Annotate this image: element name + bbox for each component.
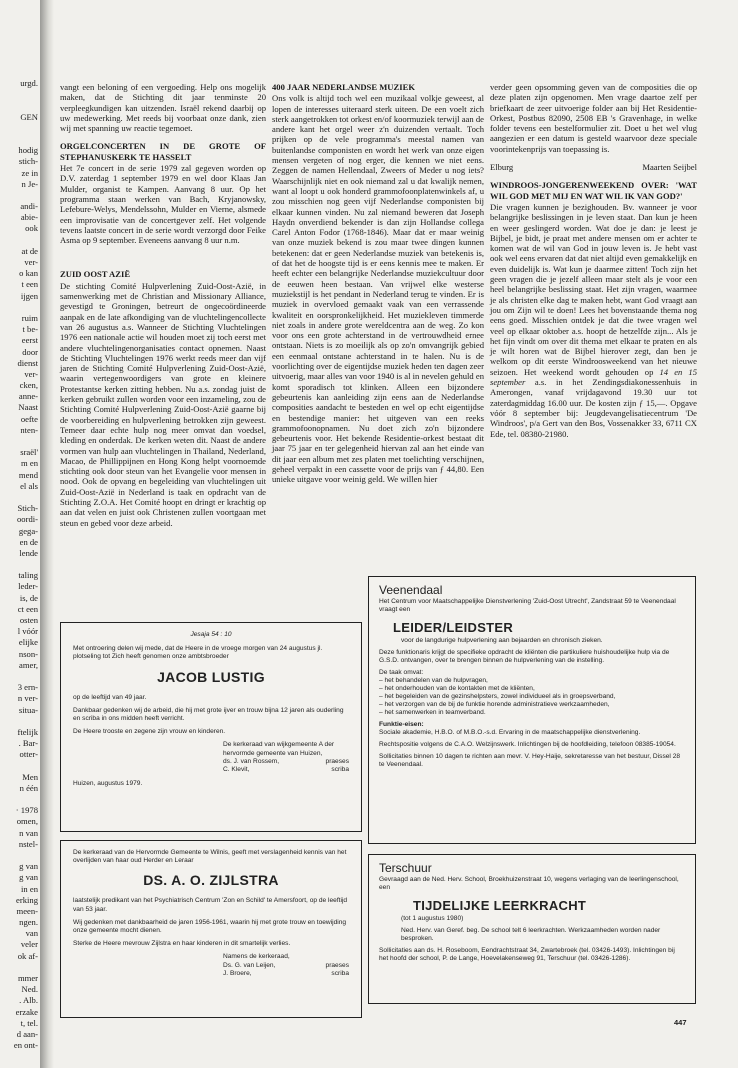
previous-page-line (0, 302, 38, 313)
previous-page-line: Stich- (17, 503, 38, 514)
ad-text: Deze funktionaris krijgt de specifieke opdracht de kliënten die partikuliere huishoudelijke hulp via de G.S.D. ontvangen, over te brengen binnen de hulpverlening van de instelling. (379, 649, 670, 664)
ad-subtitle: voor de langdurige hulpverlening aan bejaarden en chronisch zieken. (401, 637, 603, 644)
signatory-row (223, 758, 349, 766)
previous-page-line: erking (16, 894, 38, 905)
previous-page-line: ver- (24, 368, 38, 379)
previous-page-line: door (22, 346, 38, 357)
previous-page-line: veler (20, 939, 38, 950)
previous-page-line: n ver- (17, 693, 38, 704)
article-heading-orgelconcerten: ORGELCONCERTEN IN DE GROTE OF STEPHANUSKERK TE HASSELT (60, 141, 266, 162)
previous-page-line: nten- (20, 424, 38, 435)
previous-page-line: anne- (18, 391, 38, 402)
previous-page-line: in en (21, 883, 38, 894)
previous-page-line: meen- (16, 905, 38, 916)
signatory-role: praeses (325, 961, 349, 969)
signatory-body: Namens de kerkeraad, (223, 953, 290, 961)
notice-text: laatstelijk predikant van het Psychiatrisch Centrum 'Zon en Schild' te Amersfoort, op de leeftijd van 53 jaar. (73, 897, 348, 913)
notice-signatories (223, 953, 349, 978)
previous-page-line (0, 436, 38, 447)
article-continuation: verder geen opsomming geven van de composities die op deze platen zijn opgenomen. Men vrage daartoe zelf per briefkaart de zeer uitvoerige folder aan bij Het Residentie-Orkest, Postbus 82090, 2508 EB 's Gravenhage, in welke folder tevens een bestelformulier zit. Doet u het wel vlug aangezien er een datum is gesteld waarvoor deze speciale voorintekenprijs van toepassing is. (490, 82, 697, 154)
previous-page-line: gega- (18, 525, 38, 536)
previous-page-line (0, 671, 38, 682)
signatory-row (223, 970, 349, 978)
previous-page-line (0, 190, 38, 201)
previous-page-line: en de (19, 536, 38, 547)
ad-task-list (379, 677, 685, 717)
notice-signatories (223, 741, 349, 774)
previous-page-line: elijke (18, 637, 38, 648)
ad-apply: Sollicitaties aan ds. H. Roseboom, Eendrachtstraat 34, Zwartebroek (tel. 03426-1493). Inlichtingen bij het hoofd der school, P. de Lange, Hoevelakenseweg 91, Terschuur (tel. 03426-1286). (379, 947, 675, 962)
previous-page-line: Ned. (21, 984, 38, 995)
page-number: 447 (674, 1018, 687, 1027)
notice-text: Wij gedenken met dankbaarheid de jaren 1956-1961, waarin hij met grote trouw en toewijding onze gemeente mocht dienen. (73, 918, 347, 935)
previous-page-line: hodig (18, 145, 38, 156)
previous-page-line: ook (25, 223, 38, 234)
previous-page-line (0, 123, 38, 134)
article-body-nederlandse-muziek: Ons volk is altijd toch wel een muzikaal volkje geweest, al lopen de interesses uiteraard sterk uiteen. De een voelt zich sterk aangetrokken tot orkest en/of koormuziek terwijl aan de andere kant het orgel weer z'n duizenden vertaalt. Toch prijken op de vele programma's meestal namen van buitenlandse componisten en wordt het werk van onze eigen mensen vergeten of nog erger, die kennen we niet eens. Zeggen de namen Hellendaal, Zweers of Meder u nog iets? Waarschijnlijk niet en ook niemand zal u dat kwalijk nemen, want al loopt u ook honderd grammofoonplatenwinkels af, u zou misschien nog geen vijf Nederlandse componisten bij elkaar kunnen vinden. Nu zal niemand beweren dat Joseph Haydn onverdiend bekender is dan zijn Hollandse collega Carel Anton Fodor (1768-1846). Maar dat er maar weinig van onze muziek bekend is zou maar twee dingen kunnen betekenen: dat er geen Nederlandse muziek van betekenis is, of dat het de hoogste tijd is er eens kennis mee te maken. Er heeft echter een belangrijke Nederlandse muziekcultuur door de eeuwen heen bestaan. Van vrijwel elke westerse muziekstijl is het pendant in Nederland terug te vinden. Er is muziek in overvloed gemaakt vaak van een verrassende kwaliteit en oorspronkelijkheid. Het muziekleven timmerde niet zoals in andere grote wereldcentra aan de weg. Zo kon voor ons een grote achterstand in de vertrouwdheid ernee ontstaan. Niets is zo moeilijk als op zo'n omvangrijk gebied een eenmaal ontstane achterstand in te halen. Nu is de voorlichting over de eigentijdse muziek heden ten dagen zeer uitvoerig, maar alles van voor 1940 is al in nevelen gehuld en komt sporadisch tot klinken. Alleen een bijzondere gebeurtenis kan aanleiding zijn eens aan de Nederlandse composities aandacht te besteden en wel op echt eigentijdse en bestendige manier: het uitgeven van een reeks grammofoonopnamen. Nu doet zich zo'n bijzondere gebeurtenis voor. Het bekende Residentie-orkest bestaat dit jaar 75 jaar en ter gelegenheid hiervan zal aan het einde van dit jaar een album met zes platen met toelichting verschijnen, geheel verpakt in een cassette voor de prijs van ƒ 44,80. Een unieke uitgave voor weinig geld. We willen hier (272, 93, 484, 485)
previous-page-line: nson- (18, 648, 38, 659)
previous-page-line: eerst (21, 335, 38, 346)
previous-page-line: stich- (18, 156, 38, 167)
ad-task: – het begeleiden van de gezinshelpsters, zowel individueel als in groepsverband, (379, 693, 616, 700)
previous-page-line (0, 794, 38, 805)
previous-page-line: omen, (16, 816, 38, 827)
deceased-name: DS. A. O. ZIJLSTRA (143, 872, 279, 889)
previous-page-line: g van (19, 861, 38, 872)
previous-page-line: at de (21, 245, 38, 256)
binding-gutter (40, 0, 54, 1068)
previous-page-line: . Alb. (19, 995, 38, 1006)
previous-page-line (0, 850, 38, 861)
previous-page-line: mmer (17, 973, 38, 983)
signatory-role: scriba (331, 766, 349, 774)
previous-page-line: urgd. (20, 78, 38, 88)
previous-page-line: n van (19, 827, 38, 838)
previous-page-line: ijgen (20, 290, 38, 301)
previous-page-column (0, 78, 38, 1051)
article-body-windroos (490, 202, 697, 439)
previous-page-line: ct een (17, 603, 38, 614)
column-3 (490, 82, 697, 439)
ad-text: Ned. Herv. van Geref. beg. De school telt 6 leerkrachten. Werkzaamheden worden nader besproken. (401, 927, 661, 942)
previous-page-line: o kan (19, 268, 38, 279)
ad-requirements-label: Funktie-eisen: (379, 721, 424, 728)
signatory-row (223, 766, 349, 774)
previous-page-line: erzake (15, 1006, 38, 1017)
previous-page-line: ver- (24, 257, 38, 267)
job-ad-veenendaal (368, 576, 696, 844)
previous-page-line: oefte (20, 413, 38, 424)
previous-page-line (0, 235, 38, 246)
ad-task: – het behandelen van de hulpvragen, (379, 677, 488, 684)
previous-page-line (0, 492, 38, 503)
article-heading-zuid-oost-azie: ZUID OOST AZIË (60, 269, 131, 280)
ad-legal-position: Rechtspositie volgens de C.A.O. Welzijnswerk. Inlichtingen bij de hoofdleiding, telefoon 08385-19054. (379, 741, 676, 748)
windroos-dates: 14 en 15 september (490, 366, 697, 388)
previous-page-line (0, 559, 38, 570)
notice-text: De Heere trooste en zegene zijn vrouw en kinderen. (73, 728, 226, 736)
previous-page-line: ruim (21, 312, 38, 323)
previous-page-line: GEN (20, 111, 38, 122)
previous-page-line (0, 760, 38, 771)
previous-page-line: m en (21, 458, 38, 469)
article-body-zuid-oost-azie: De stichting Comité Hulpverlening Zuid-Oost-Azië, in samenwerking met de Christian and Missionary Alliance, gevestigd te Groningen, betreurt de ongecoördineerde aanpak en de late afkondiging van de vluchtelingencollecte van 26 augustus a.s. Wanneer de Stichting Vluchtelingen 1976 een nationale actie wil houden moet zij toch eerst met andere vluchtelingenorganisaties contact opnemen. Naast de Stichting Vluchtelingen 1976 werkt reeds meer dan vijf jaren de Stichting Comité Hulpverlening Zuid-Oost-Azië, waarin vertegenwoordigers van grote en kleinere Protestantse kerken zitting hebben. Nu a.s. zondag juist de kerken gebruikt zullen worden voor een inzameling, zou de Stichting Comité Hulpverlening Zuid-Oost-Azië gaarne bij de voorbereiding en hulpverlening betrokken zijn geweest. Temeer daar echte hulp nog meer omvat dan voedsel, kleding en onderdak. De kerken weten dit. Naast de andere vormen van hulp aan vluchtelingen in Thailand, Nederland, Macao, de Phillippijnen en Hong Kong helpt voornoemde stichting ook door steun van het Evangelie voor mensen in nood. Ook de opvang en begeleiding van vluchtelingen uit Zuid-Oost-Azië in Nederland is taak en opdracht van de Stichting Z.O.A. Het Comité hoopt en dringt er krachtig op aan dat velen en juist ook Christenen zullen voortgaan met steun en gebed voor deze arbeid. (60, 280, 266, 528)
notice-text: De kerkeraad van de Hervormde Gemeente te Wilnis, geeft met verslagenheid kennis van het overlijden van haar oud Herder en Leraar (73, 849, 347, 865)
previous-page-line: nstel- (18, 838, 38, 849)
deceased-name: JACOB LUSTIG (157, 668, 265, 685)
ad-subtitle: (tot 1 augustus 1980) (401, 915, 464, 922)
previous-page-line: cken, (19, 380, 38, 391)
notice-scripture-ref: Jesaja 54 : 10 (190, 631, 232, 638)
signatory-body: De kerkeraad van wijkgemeente A der hervormde gemeente van Huizen, (223, 741, 335, 757)
previous-page-line: ngen. (19, 917, 38, 928)
signature-name: Maarten Seijbel (642, 162, 697, 173)
previous-page-line: n Je- (21, 178, 38, 189)
ad-job-title: LEIDER/LEIDSTER (393, 620, 514, 635)
previous-page-line: is, de (19, 592, 38, 603)
signature-place: Elburg (490, 162, 514, 173)
previous-page-line: sraël' (20, 447, 38, 458)
previous-page-line: situa- (18, 704, 38, 715)
previous-page-line: Naast (18, 402, 38, 413)
notice-text: op de leeftijd van 49 jaar. (73, 693, 147, 701)
previous-page-line: oordi- (16, 514, 38, 525)
previous-page-line: 3 ern- (17, 682, 38, 693)
ad-job-title: TIJDELIJKE LEERKRACHT (413, 898, 587, 913)
death-notice-lustig (60, 622, 362, 832)
previous-page-line: t be- (22, 324, 38, 335)
signatory-role: praeses (325, 757, 349, 765)
signatory-role: scriba (331, 969, 349, 977)
previous-page-line (0, 716, 38, 727)
ad-task: – het samenwerken in teamverband. (379, 709, 486, 716)
previous-page-line: mend (18, 469, 38, 480)
notice-text: Dankbaar gedenken wij de arbeid, die hij met grote ijver en trouw bijna 12 jaren als ouderling en scriba in ons midden heeft verricht. (73, 706, 344, 723)
previous-page-line (0, 89, 38, 100)
previous-page-line: amer, (19, 659, 38, 670)
previous-page-line (0, 134, 38, 145)
previous-page-line: ok af- (17, 950, 38, 961)
previous-page-line: andi- (20, 201, 38, 212)
previous-page-line: l vóór (17, 626, 38, 637)
death-notice-zijlstra (60, 840, 362, 1018)
signatory-name: Ds. G. van Leijen, (223, 961, 276, 969)
column-1 (60, 82, 266, 528)
previous-page-line: ftelijk (17, 726, 38, 737)
windroos-text-a: Die vragen kunnen je bezighouden. Bv. wanneer je voor belangrijke beslissingen in je leven staat. Dan kun je heen en weer geslingerd worden. Wat doe je dan: je leest je Bijbel, je bidt, je praat met andere mensen om er achter te komen wat de wil van God in jouw leven is. Je hebt vast ook wel eens ervaren dat dat niet altijd even gemakkelijk en even duidelijk is. Wat kun je daarmee zitten! Toch zijn het geen vragen die je jezelf alleen maar stelt als je voor een heel belangrijke beslissing staat. Het zijn vragen, waarmee je als christen elke dag te maken hebt, want God vraagt aan jou om Zijn wil te doen! Lees het bovenstaande thema nog eens goed. Misschien ontdek je dat die twee vragen wel veel op elkaar oktober a.s. hoopt de hetzelfde zijn... Als je het fijn vindt om over dit thema met elkaar te praten en als je wilt horen wat de Bijbel hierover zegt, dan ben je welkom op dit eerste Windroosweekend van het nieuwe seizoen. Het weekend wordt gehouden op (490, 201, 697, 377)
previous-page-line: Men (22, 771, 38, 782)
ad-task: – het onderhouden van de kontakten met de kliënten, (379, 685, 535, 692)
previous-page-line (0, 962, 38, 973)
previous-page-line: abie- (20, 212, 38, 223)
notice-text: Sterke de Heere mevrouw Zijlstra en haar kinderen in dit smartelijk verlies. (73, 940, 291, 948)
job-ad-terschuur (368, 854, 696, 1004)
previous-page-line: taling (18, 570, 38, 581)
previous-page-line (0, 100, 38, 111)
signatory-name: ds. J. van Rossem, (223, 757, 280, 765)
signatory-row (223, 962, 349, 970)
previous-page-line: el als (20, 480, 38, 491)
ad-location: Veenendaal (379, 583, 443, 597)
ad-task: – het verzorgen van de bij de funktie horende administratieve werkzaamheden, (379, 701, 610, 708)
previous-page-line: t, tel. (20, 1017, 38, 1028)
column1-intro: vangt een beloning of een vergoeding. Help ons mogelijk maken, dat de Stichting dit jaar tenminste 20 verpleegkundigen kan uitzenden. Israël rekend daarbij op uw medewerking. Met reeds bij voorbaat onze dank, zien wij met spanning uw reactie tegemoet. (60, 82, 266, 134)
windroos-text-b: a.s. in het Zendingsdiakonessenhuis in Amerongen, vanaf vrijdagavond 19.30 uur tot zaterdagmiddag 16.00 uur. De kosten zijn ƒ 15,—. Opgave vóór 8 september bij: Jeugdevangelisatiecentrum 'De Windroos', p/a Gert van den Bos, Vossenakker 33, 6711 CX Ede, tel. 08380-21980. (490, 377, 697, 439)
article-heading-nederlandse-muziek: 400 JAAR NEDERLANDSE MUZIEK (272, 82, 416, 92)
author-signature (490, 162, 697, 172)
previous-page-line: ze in (21, 167, 38, 178)
previous-page-line: t een (21, 279, 38, 290)
previous-page-line: lende (19, 547, 38, 558)
previous-page-line: leder- (18, 581, 38, 592)
ad-apply: Sollicitaties binnen 10 dagen te richten aan mevr. V. Hey-Haije, sekretaresse van het bestuur, Dissel 28 te Veenendaal. (379, 753, 681, 768)
ad-tasks-label: De taak omvat: (379, 669, 424, 676)
previous-page-line: · 1978 (15, 805, 38, 816)
ad-location: Terschuur (379, 861, 432, 875)
column-2 (272, 82, 484, 485)
ad-intro: Het Centrum voor Maatschappelijke Dienstverlening 'Zuid-Oost Utrecht', Zandstraat 59 te Veenendaal vraagt een (379, 598, 676, 613)
previous-page-line: d aan- (16, 1028, 38, 1039)
notice-text: Met ontroering delen wij mede, dat de Heere in de vroege morgen van 24 augustus jl. plotseling tot Zich heeft genomen onze ambtsbroeder (73, 645, 323, 661)
previous-page-line: van (25, 928, 38, 939)
previous-page-line: n één (19, 782, 38, 793)
previous-page-line: . Bar- (18, 738, 38, 749)
previous-page-line: osten (19, 615, 38, 625)
previous-page-line: g van (19, 872, 38, 883)
notice-place-date: Huizen, augustus 1979. (73, 780, 143, 788)
article-body-orgelconcerten: Het 7e concert in de serie 1979 zal gegeven worden op D.V. zaterdag 1 september 1979 en wel door Klaas Jan Mulder, organist te Kampen. Aanvang 8 uur. Op het programma staan werken van Bach, Kryjanowsky, Lefebure-Welys, Mendelssohn, Mulder en Vierne, alsmede een improvisatie van de concertgever zelf. Het volgende tevens laatste concert in de serie wordt verzorgd door Feike Asma op 9 september. Eveneens aanvang 8 uur n.m. (60, 163, 266, 246)
previous-page-line: dienst (17, 357, 38, 368)
previous-page-line: en ont- (13, 1040, 38, 1051)
ad-requirements: Sociale akademie, H.B.O. of M.B.O.-s.d. Ervaring in de maatschappelijke dienstverlening. (379, 729, 641, 736)
article-heading-windroos: WINDROOS-JONGERENWEEKEND OVER: 'WAT WIL GOD MET MIJ EN WAT WIL IK VAN GOD?' (490, 180, 697, 201)
previous-page-line: otter- (19, 749, 38, 760)
signatory-name: J. Broere, (223, 969, 252, 977)
signatory-name: C. Klevit, (223, 766, 250, 774)
ad-intro: Gevraagd aan de Ned. Herv. School, Broekhuizenstraat 10, wegens verlaging van de leerlingenschool, een (379, 876, 679, 891)
